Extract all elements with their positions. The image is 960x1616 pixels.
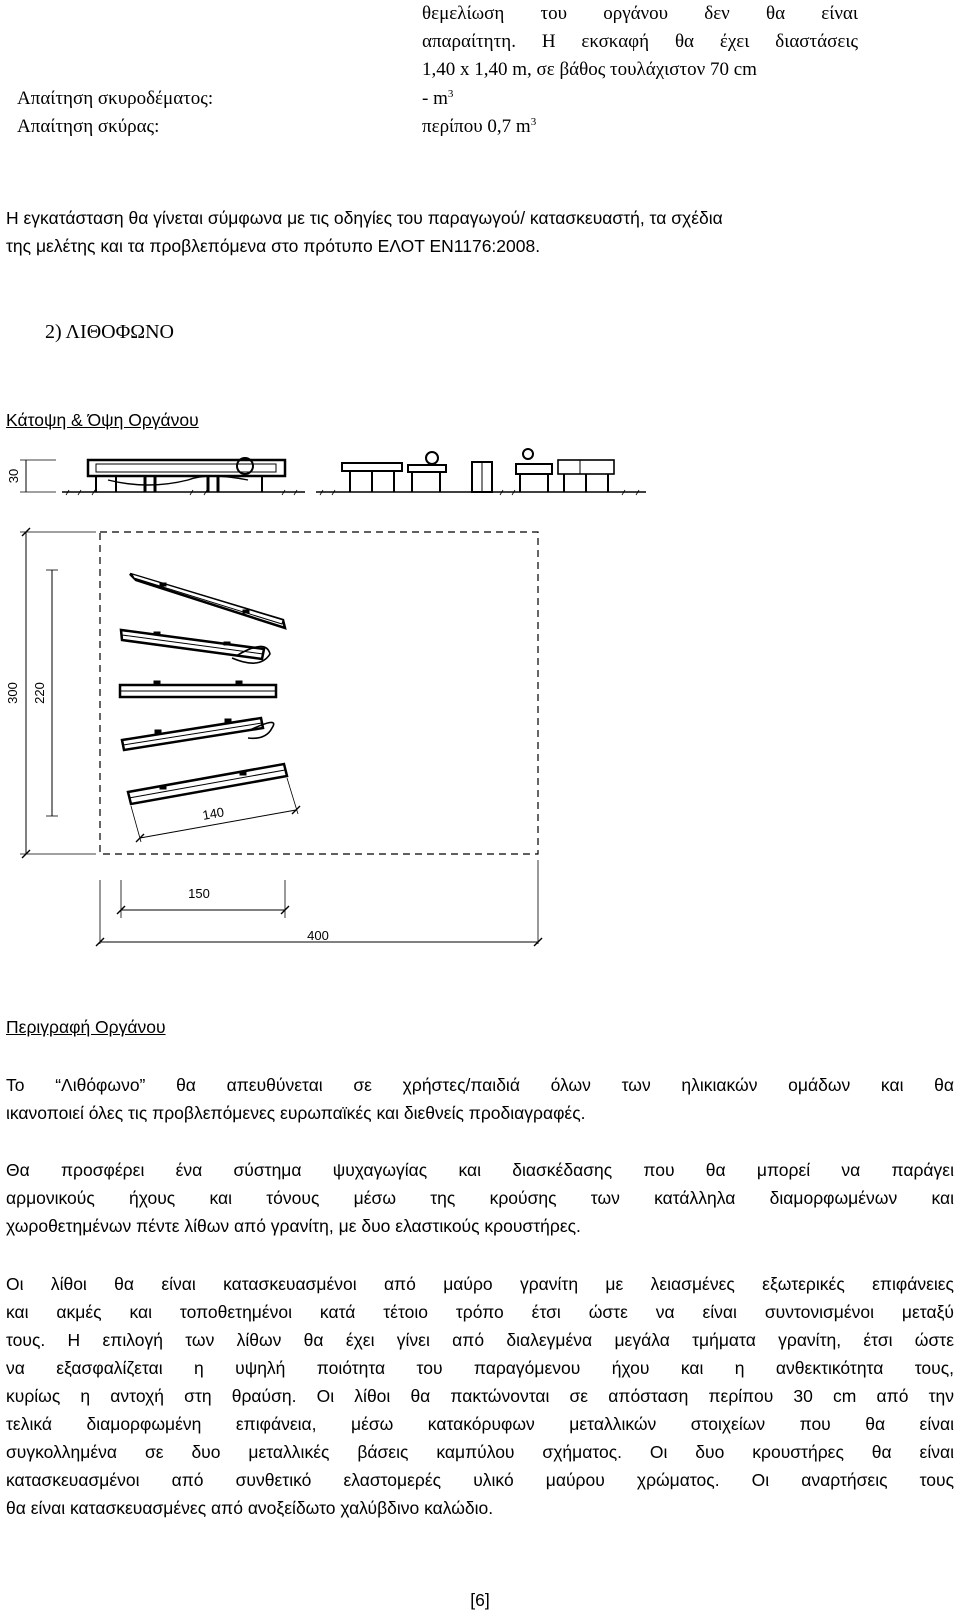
stone-depth-dimension: [32, 570, 58, 816]
stone-1: [130, 574, 285, 628]
concrete-requirement-value: - $m^3$: [422, 88, 454, 109]
paragraph-1-line-2: ικανοποιεί όλες τις προβλεπόμενες ευρωπαϊκές και διεθνείς προδιαγραφές.: [6, 1103, 586, 1123]
gravel-requirement-label: Απαίτηση σκύρας:: [17, 116, 160, 137]
front-elevation: [316, 449, 646, 495]
total-width-dimension: [96, 860, 542, 946]
description-heading: Περιγραφή Οργάνου: [6, 1017, 166, 1037]
elevation-height-label: 30: [6, 468, 21, 484]
install-text-line-2: της μελέτης και τα προβλεπόμενα στο πρότυπο ΕΛΟΤ ΕΝ1176:2008.: [6, 236, 541, 256]
paragraph-3-line-8: κατασκευασμένοι από συνθετικό ελαστομερές υλικό μαύρου χρώματος. Οι αναρτήσεις τους: [6, 1470, 954, 1490]
stone-4: [122, 718, 274, 750]
paragraph-3-line-1: Οι λίθοι θα είναι κατασκευασμένοι από μαύρο γρανίτη με λειασμένες εξωτερικές επιφάνειες: [6, 1274, 954, 1294]
stone-5: [128, 764, 287, 804]
paragraph-2-line-3: χωροθετημένων πέντε λίθων από γρανίτη, με δυο ελαστικούς κρουστήρες.: [6, 1216, 581, 1236]
lithophone-drawing: [0, 440, 960, 980]
paragraph-3-line-3: τους. Η επιλογή των λίθων θα έχει γίνει από διαλεγμένα μεγάλα τμήματα γρανίτη, έτσι ώστε: [6, 1330, 954, 1350]
side-elevation: [62, 458, 305, 495]
install-text-line-1: Η εγκατάσταση θα γίνεται σύμφωνα με τις οδηγίες του παραγωγού/ κατασκευαστή, τα σχέδια: [6, 208, 723, 228]
elevation-height-dimension: [6, 460, 56, 492]
page-number: [6]: [470, 1590, 490, 1610]
paragraph-3-line-2: και ακμές και τοποθετημένοι κατά τέτοιο τρόπο έτσι ώστε να είναι συντονισμένοι μεταξύ: [6, 1302, 954, 1322]
paragraph-3-line-4: να εξασφαλίζεται η υψηλή ποιότητα του παραγόμενου ήχου και η ανθεκτικότητα τους,: [6, 1358, 954, 1378]
foundation-text-line-1: θεμελίωση του οργάνου δεν θα είναι: [422, 3, 858, 24]
paragraph-2-line-2: αρμονικούς ήχους και τόνους μέσω της κρούσης των κατάλληλα διαμορφωμένων και: [6, 1188, 954, 1208]
total-depth-label: 300: [5, 682, 20, 704]
paragraph-3-line-7: συγκολλημένα σε δυο μεταλλικές βάσεις καμπύλου σχήματος. Οι δυο κρουστήρες θα είναι: [6, 1442, 954, 1462]
total-width-label: 400: [307, 928, 329, 943]
foundation-text-line-3: 1,40 x 1,40 m, σε βάθος τουλάχιστον 70 cm: [422, 59, 757, 80]
paragraph-1-line-1: Το “Λιθόφωνο” θα απευθύνεται σε χρήστες/παιδιά όλων των ηλικιακών ομάδων και θα: [6, 1075, 954, 1095]
stone-length-label: 140: [201, 804, 226, 823]
foundation-text-line-2: απαραίτητη. Η εκσκαφή θα έχει διαστάσεις: [422, 31, 858, 52]
section-heading: 2) ΛΙΘΟΦΩΝΟ: [45, 321, 174, 343]
paragraph-2-line-1: Θα προσφέρει ένα σύστημα ψυχαγωγίας και διασκέδασης που θα μπορεί να παράγει: [6, 1160, 954, 1180]
stone-2: [121, 630, 270, 663]
plan-view-heading: Κάτοψη & Όψη Οργάνου: [6, 410, 199, 430]
stone-depth-label: 220: [32, 682, 47, 704]
paragraph-3-line-6: τελικά διαμορφωμένη επιφάνεια, μέσω κατακόρυφων μεταλλικών στοιχείων που θα είναι: [6, 1414, 954, 1434]
paragraph-3-line-5: κυρίως η αντοχή στη θραύση. Οι λίθοι θα πακτώνονται σε απόσταση περίπου 30 cm από την: [6, 1386, 954, 1406]
offset-width-label: 150: [188, 886, 210, 901]
total-depth-dimension: [5, 528, 96, 858]
gravel-requirement-value: περίπου 0,7 $m^3$: [422, 116, 537, 137]
paragraph-3-line-9: θα είναι κατασκευασμένες από ανοξείδωτο χαλύβδινο καλώδιο.: [6, 1498, 494, 1518]
stone-3: [120, 681, 276, 697]
concrete-requirement-label: Απαίτηση σκυροδέματος:: [17, 88, 214, 109]
offset-width-dimension: [100, 880, 289, 944]
